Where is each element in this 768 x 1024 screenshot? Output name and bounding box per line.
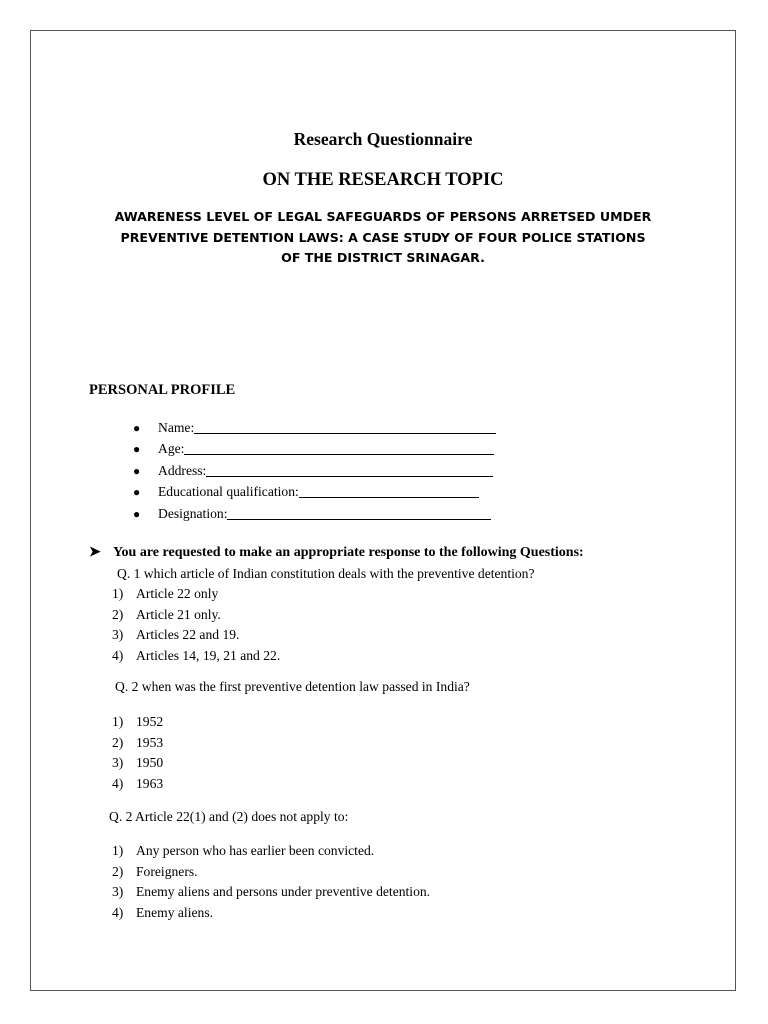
option-text: Enemy aliens and persons under preventive detention. xyxy=(136,884,431,899)
bullet-icon: ● xyxy=(133,420,141,435)
option-text: Article 22 only xyxy=(136,586,219,601)
option-item xyxy=(112,646,280,667)
option-text: Any person who has earlier been convicted. xyxy=(136,843,375,858)
option-number: 1) xyxy=(112,586,124,601)
description-line: AWARENESS LEVEL OF LEGAL SAFEGUARDS OF PERSONS ARRETSED UMDER xyxy=(114,209,652,224)
option-item xyxy=(112,753,163,774)
topic-heading: ON THE RESEARCH TOPIC xyxy=(262,170,504,190)
option-item xyxy=(112,733,163,754)
option-item xyxy=(112,903,430,924)
option-number: 3) xyxy=(112,627,124,642)
field-label: Address: xyxy=(158,462,207,478)
option-text: 1953 xyxy=(136,734,164,750)
question-2: Q. 2 when was the first preventive detention law passed in India? xyxy=(115,679,470,694)
field-label: Educational qualification: xyxy=(158,484,299,499)
question-3: Q. 2 Article 22(1) and (2) does not apply to: xyxy=(109,809,349,824)
age-blank-line[interactable] xyxy=(184,440,494,455)
option-number: 3) xyxy=(112,755,124,770)
personal-profile-fields xyxy=(133,415,496,523)
option-item xyxy=(112,712,163,733)
option-number: 3) xyxy=(112,884,124,899)
option-number: 1) xyxy=(112,843,124,858)
option-text: Enemy aliens. xyxy=(136,904,214,920)
instruction-text: You are requested to make an appropriate response to the following Questions: xyxy=(113,545,584,560)
name-blank-line[interactable] xyxy=(194,419,496,434)
bullet-icon: ● xyxy=(133,442,141,456)
question-1: Q. 1 which article of Indian constitution deals with the preventive detention? xyxy=(117,566,535,581)
bullet-icon: ● xyxy=(133,463,141,478)
profile-field-educational-qualification xyxy=(133,480,496,502)
option-text: 1950 xyxy=(136,755,164,770)
arrow-bullet-icon: ➤ xyxy=(89,545,101,560)
option-item xyxy=(112,841,430,862)
option-item xyxy=(112,862,430,883)
address-blank-line[interactable] xyxy=(206,462,493,477)
option-text: Article 21 only. xyxy=(136,606,221,622)
question-3-options xyxy=(112,841,430,923)
option-text: Articles 14, 19, 21 and 22. xyxy=(136,647,281,663)
description-line: PREVENTIVE DETENTION LAWS: A CASE STUDY OF FOUR POLICE STATIONS xyxy=(120,229,646,245)
educational-qualification-blank-line[interactable] xyxy=(299,483,479,498)
option-number: 2) xyxy=(112,863,124,879)
personal-profile-heading: PERSONAL PROFILE xyxy=(89,382,236,398)
option-item xyxy=(112,584,280,605)
bullet-icon: ● xyxy=(133,485,141,499)
designation-blank-line[interactable] xyxy=(227,505,491,520)
option-text: 1963 xyxy=(136,775,164,791)
option-text: Articles 22 and 19. xyxy=(136,627,240,642)
option-text: 1952 xyxy=(136,714,164,729)
option-item xyxy=(112,882,430,903)
option-number: 4) xyxy=(112,904,124,920)
option-text: Foreigners. xyxy=(136,863,198,879)
profile-field-address xyxy=(133,458,496,480)
research-topic-description xyxy=(80,207,686,269)
option-number: 1) xyxy=(112,714,124,729)
instruction-line xyxy=(89,543,584,563)
bullet-icon: ● xyxy=(133,506,141,521)
profile-field-name xyxy=(133,415,496,437)
field-label: Age: xyxy=(158,441,185,456)
option-item xyxy=(112,774,163,795)
document-title: Research Questionnaire xyxy=(293,129,473,149)
field-label: Designation: xyxy=(158,505,228,521)
option-number: 4) xyxy=(112,775,124,791)
option-item xyxy=(112,605,280,626)
question-2-options xyxy=(112,712,163,794)
option-item xyxy=(112,625,280,646)
option-number: 4) xyxy=(112,647,124,663)
profile-field-designation xyxy=(133,501,496,523)
option-number: 2) xyxy=(112,734,124,750)
field-label: Name: xyxy=(158,419,195,435)
option-number: 2) xyxy=(112,606,124,622)
profile-field-age xyxy=(133,437,496,459)
description-line: OF THE DISTRICT SRINAGAR. xyxy=(281,250,485,265)
question-1-options xyxy=(112,584,280,666)
